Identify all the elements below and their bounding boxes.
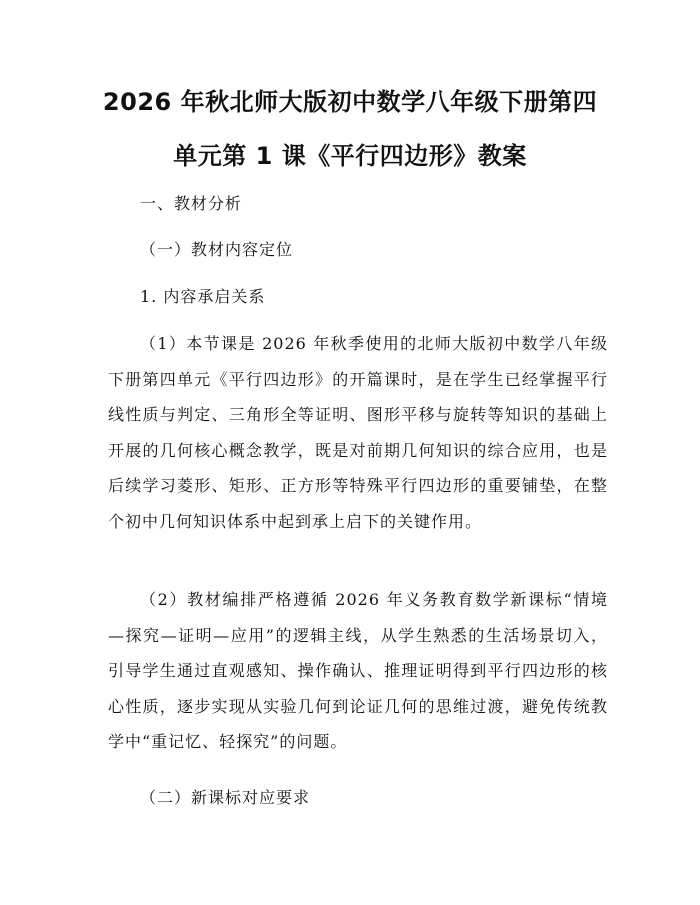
paragraph-2: （2）教材编排严格遵循 2026 年义务教育数学新课标“情境—探究—证明—应用”的逻辑主线，从学生熟悉的生活场景切入，引导学生通过直观感知、操作确认、推理证明得到平行四边形的核心性质，逐步实现从实验几何到论证几何的思维过渡，避免传统教学中“重记忆、轻探究”的问题。 [108,590,608,751]
document-title-line-2: 单元第 1 课《平行四边形》教案 [173,142,527,170]
document-title-line-1: 2026 年秋北师大版初中数学八年级下册第四 [102,88,598,116]
item-heading-content-relation: 1. 内容承启关系 [140,287,266,306]
subsection-heading-content-positioning: （一）教材内容定位 [140,240,294,259]
section-heading-textbook-analysis: 一、教材分析 [140,194,243,213]
paragraph-1: （1）本节课是 2026 年秋季使用的北师大版初中数学八年级下册第四单元《平行四边形》的开篇课时，是在学生已经掌握平行线性质与判定、三角形全等证明、图形平移与旋转等知识的基础上开展的几何核心概念教学，既是对前期几何知识的综合应用，也是后续学习菱形、矩形、正方形等特殊平行四边形的重要铺垫，在整个初中几何知识体系中起到承上启下的关键作用。 [108,334,608,531]
subsection-heading-curriculum-requirements: （二）新课标对应要求 [140,788,311,807]
